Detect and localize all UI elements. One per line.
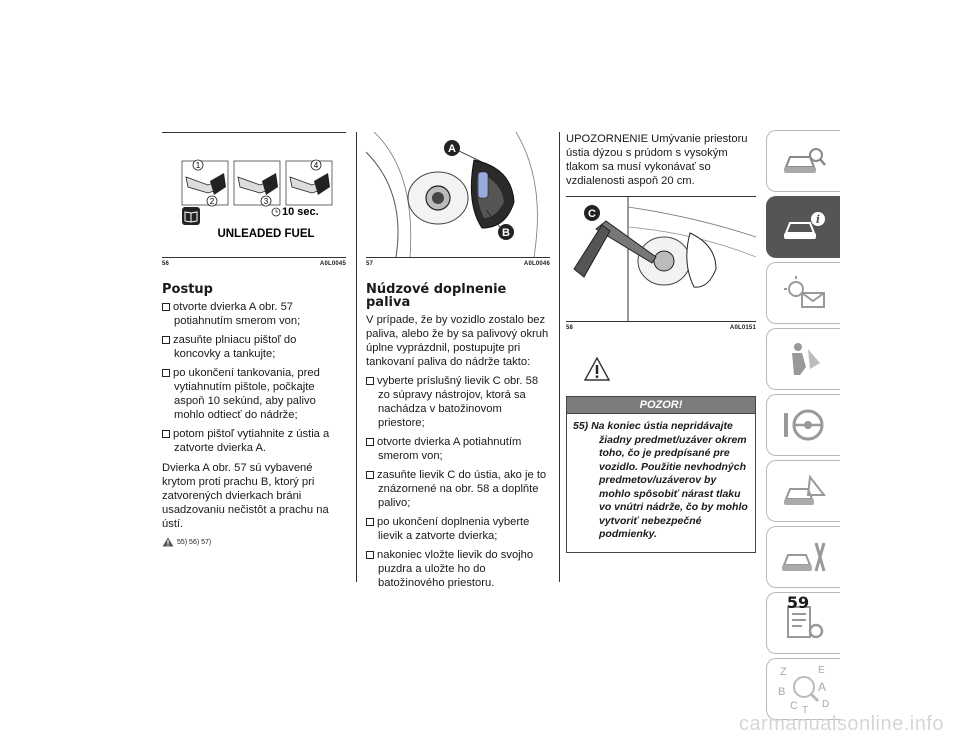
figure-number: 57: [366, 261, 374, 267]
list-item: otvorte dvierka A potiahnutím smerom von;: [366, 435, 550, 463]
label-a: A: [448, 143, 456, 155]
index-letter: D: [821, 699, 829, 710]
figure-58-caption: [566, 325, 756, 331]
alphabet-index-icon: [774, 661, 834, 717]
figure-number: 58: [566, 325, 574, 331]
chapter-sidebar: [766, 130, 840, 724]
step-3-label: 3: [263, 197, 269, 206]
figure-56: [162, 132, 346, 267]
label-c: C: [588, 208, 596, 220]
airbag-person-icon: [780, 339, 828, 379]
index-letter: C: [789, 700, 798, 712]
warning-triangle-icon: [584, 357, 610, 381]
bullet-box-icon: [162, 303, 170, 311]
warning-light-mail-icon: [780, 273, 828, 313]
figure-57-frame: [366, 132, 550, 258]
index-letter: A: [817, 680, 826, 694]
figure-58: [566, 196, 756, 331]
list-item: zasuňte plniacu pištoľ do koncovky a tankujte;: [162, 333, 346, 361]
tab-maintenance[interactable]: [766, 526, 840, 588]
figure-57: [366, 132, 550, 267]
procedure-list: [162, 300, 346, 455]
bullet-box-icon: [366, 551, 374, 559]
fuel-door-illustration: [366, 132, 550, 257]
column-1: [162, 132, 346, 547]
page-number: 59: [786, 593, 810, 612]
bullet-box-icon: [366, 438, 374, 446]
wash-note: UPOZORNENIE Umývanie priestoru ústia dýzou s prúdom s vysokým tlakom sa musí vykonávať so vzdialenosti aspoň 20 cm.: [566, 133, 748, 187]
index-letter: E: [817, 665, 825, 676]
bullet-box-icon: [162, 336, 170, 344]
warning-triangle-icon: [162, 537, 174, 547]
unleaded-fuel-banner: UNLEADED FUEL: [217, 228, 315, 240]
tab-warning-lights[interactable]: [766, 262, 840, 324]
tab-safety[interactable]: [766, 328, 840, 390]
list-item: potom pištoľ vytiahnite z ústia a zatvorte dvierka A.: [162, 427, 346, 455]
index-letter: B: [777, 686, 785, 698]
wait-time-label: 10 sec.: [282, 206, 319, 218]
label-b: B: [502, 227, 510, 239]
list-item: nakoniec vložte lievik do svojho puzdra a uložte ho do batožinového priestoru.: [366, 548, 550, 590]
figure-56-caption: [162, 261, 346, 267]
tab-starting-driving[interactable]: [766, 394, 840, 456]
index-letter: T: [801, 705, 808, 716]
car-crash-icon: [780, 471, 828, 511]
list-item: vyberte príslušný lievik C obr. 58 zo súpravy nástrojov, ktorá sa nachádza v batožinovom priestore;: [366, 374, 550, 430]
warning-block: [566, 357, 756, 553]
warning-text: 55) Na koniec ústia nepridávajte žiadny predmet/uzáver okrem toho, čo je predpísané pre vozidlo. Použitie nevhodných predmetov/uzáverov by mohlo spôsobiť nárast tlaku vo vnútri nádrže, čo by mohlo vytvoriť nebezpečné podmienky.: [573, 420, 748, 540]
tab-index[interactable]: [766, 658, 840, 720]
car-search-icon: [780, 141, 828, 181]
bullet-box-icon: [366, 471, 374, 479]
figure-56-frame: [162, 132, 346, 258]
list-item: otvorte dvierka A obr. 57 potiahnutím smerom von;: [162, 300, 346, 328]
car-tools-icon: [780, 537, 828, 577]
refuel-instructions-illustration: [168, 147, 340, 247]
list-item: zasuňte lievik C do ústia, ako je to znázornené na obr. 58 a doplňte palivo;: [366, 468, 550, 510]
figure-code: A0L0151: [729, 325, 756, 331]
bullet-box-icon: [366, 518, 374, 526]
section-heading: Postup: [162, 282, 213, 297]
car-info-icon: [780, 207, 828, 247]
steering-wheel-icon: [780, 405, 828, 445]
step-2-label: 2: [209, 197, 215, 206]
warning-title: POZOR!: [566, 396, 756, 414]
tab-emergency[interactable]: [766, 460, 840, 522]
step-1-label: 1: [195, 161, 201, 170]
figure-code: A0L0045: [319, 261, 346, 267]
tab-knowing-car[interactable]: [766, 196, 840, 258]
figure-number: 56: [162, 261, 170, 267]
svg-text:i: i: [815, 213, 820, 226]
figure-57-caption: [366, 261, 550, 267]
figure-58-frame: [566, 196, 756, 322]
warning-box: [566, 414, 756, 553]
column-divider-2: [559, 132, 560, 582]
body-paragraph: V prípade, že by vozidlo zostalo bez paliva, alebo že by sa palivový okruh úplne vyprázdnil, postupujte pri tankovaní paliva do nádrže takto:: [366, 314, 549, 368]
funnel-illustration: [566, 197, 756, 321]
column-divider-1: [356, 132, 357, 582]
body-paragraph: Dvierka A obr. 57 sú vybavené krytom proti prachu B, ktorý pri zatvorených dvierkach bráni usadzovaniu nečistôt a prachu na ústí.: [162, 462, 329, 530]
index-letter: Z: [779, 666, 787, 678]
column-2: [366, 132, 550, 595]
bullet-box-icon: [162, 369, 170, 377]
step-4-label: 4: [313, 161, 319, 170]
figure-code: A0L0046: [523, 261, 550, 267]
emergency-refuel-list: [366, 374, 550, 590]
watermark: carmanualsonline.info: [738, 713, 944, 735]
column-3: [566, 132, 756, 553]
list-item: po ukončení doplnenia vyberte lievik a zatvorte dvierka;: [366, 515, 550, 543]
bullet-box-icon: [162, 430, 170, 438]
warning-references: 55) 56) 57): [162, 537, 346, 547]
tab-dashboard[interactable]: [766, 130, 840, 192]
section-heading: Núdzové doplnenie paliva: [366, 282, 507, 310]
bullet-box-icon: [366, 377, 374, 385]
list-item: po ukončení tankovania, pred vytiahnutím pištole, počkajte aspoň 10 sekúnd, aby palivo mohlo odtiecť do nádrže;: [162, 366, 346, 422]
